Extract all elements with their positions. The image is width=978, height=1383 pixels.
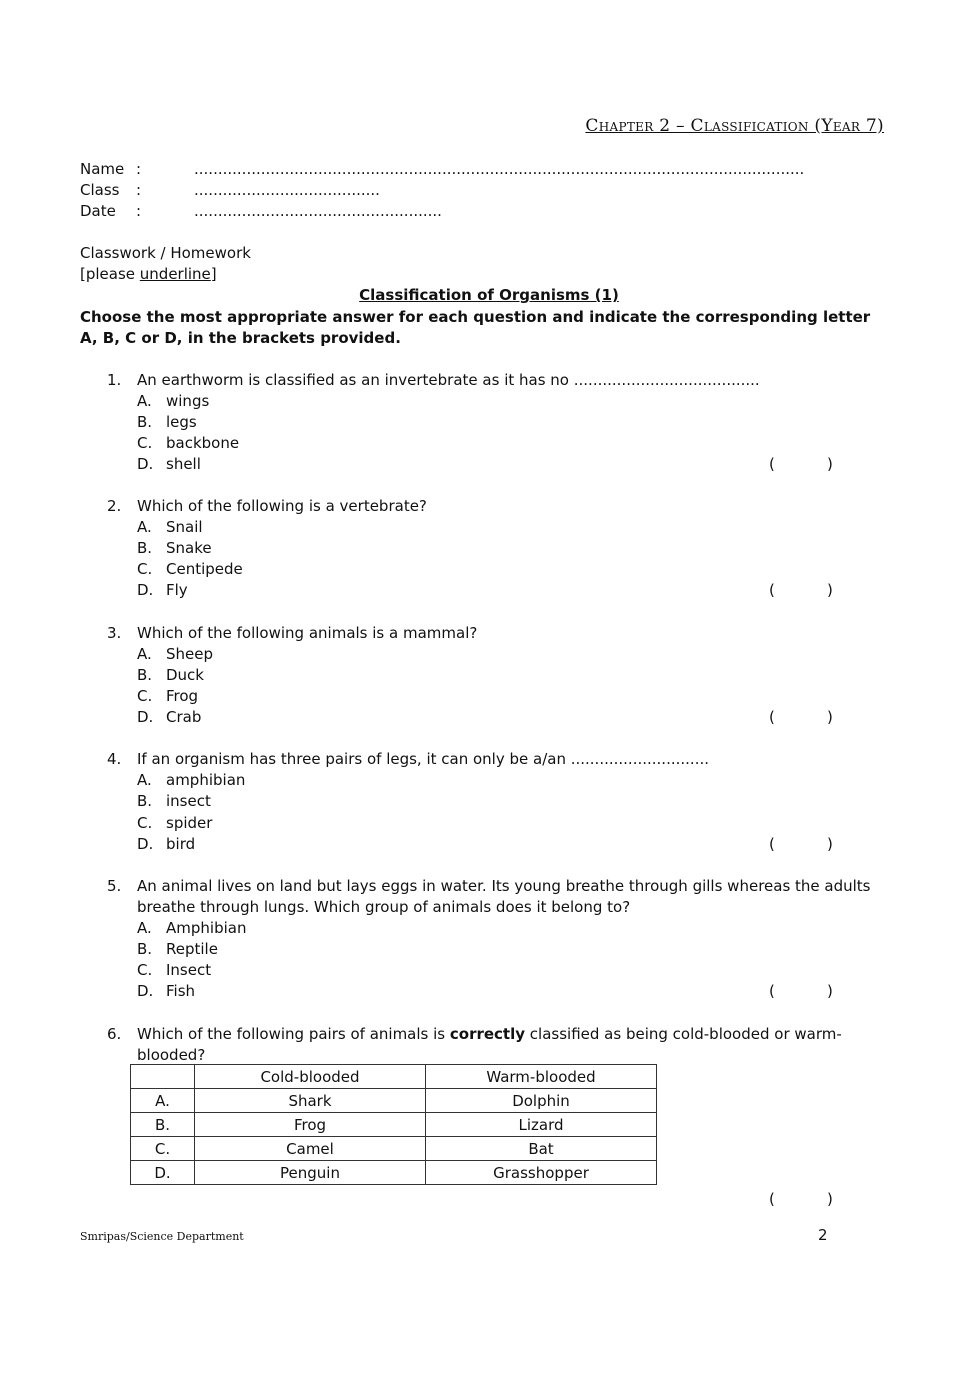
- footer-department: Smripas/Science Department: [80, 1230, 244, 1243]
- question-text: blooded?: [137, 1046, 206, 1064]
- name-field[interactable]: ................................................................................................................................: [194, 160, 805, 178]
- option-text: Amphibian: [166, 919, 247, 937]
- question-text: [137, 1025, 842, 1043]
- option-letter: B.: [137, 539, 153, 557]
- instructions: Choose the most appropriate answer for each question and indicate the corresponding letter A, B, C or D, in the brackets provided.: [80, 308, 871, 347]
- option-letter: D.: [137, 581, 154, 599]
- bracket-open: (: [769, 982, 775, 1000]
- classwork-homework: Classwork / Homework: [80, 244, 251, 262]
- bracket-open: (: [769, 455, 775, 473]
- answer-bracket-3[interactable]: [769, 708, 835, 726]
- table-cell: C.: [131, 1137, 195, 1161]
- table-row: [131, 1089, 657, 1113]
- option-letter: A.: [137, 392, 152, 410]
- option-text: Insect: [166, 961, 212, 979]
- bracket-open: (: [769, 1190, 775, 1208]
- option-letter: A.: [137, 771, 152, 789]
- bracket-open: (: [769, 708, 775, 726]
- option-letter: A.: [137, 919, 152, 937]
- option-letter: B.: [137, 413, 153, 431]
- field-colon: :: [136, 181, 142, 199]
- answer-bracket-5[interactable]: [769, 982, 835, 1000]
- table-cell: Camel: [195, 1137, 426, 1161]
- question-text-part: Which of the following pairs of animals is: [137, 1025, 450, 1043]
- answer-bracket-4[interactable]: [769, 835, 835, 853]
- option-letter: B.: [137, 792, 153, 810]
- option-letter: D.: [137, 835, 154, 853]
- table-cell: A.: [131, 1089, 195, 1113]
- option-text: Fly: [166, 581, 188, 599]
- option-letter: C.: [137, 560, 153, 578]
- question-number: 2.: [107, 497, 122, 515]
- option-letter: C.: [137, 961, 153, 979]
- option-letter: D.: [137, 708, 154, 726]
- class-field[interactable]: .......................................: [194, 181, 380, 199]
- bracket-close: ): [827, 708, 833, 726]
- question-emphasis: correctly: [449, 1025, 526, 1043]
- option-text: Duck: [166, 666, 204, 684]
- table-header-cell: [131, 1065, 195, 1089]
- question-number: 6.: [107, 1025, 122, 1043]
- answer-bracket-2[interactable]: [769, 581, 835, 599]
- field-colon: :: [136, 202, 142, 220]
- underline-note: [80, 265, 217, 283]
- underline-note-prefix: [please: [80, 265, 140, 283]
- option-letter: C.: [137, 687, 153, 705]
- option-text: Snail: [166, 518, 203, 536]
- table-cell: Dolphin: [426, 1089, 657, 1113]
- question-text: An animal lives on land but lays eggs in water. Its young breathe through gills whereas the adults: [137, 877, 871, 895]
- question-text: If an organism has three pairs of legs, it can only be a/an .............................: [137, 750, 709, 768]
- option-text: Fish: [166, 982, 196, 1000]
- table-row: [131, 1113, 657, 1137]
- question-text: Which of the following animals is a mammal?: [137, 624, 478, 642]
- option-text: Snake: [166, 539, 212, 557]
- option-letter: A.: [137, 645, 152, 663]
- question-text: An earthworm is classified as an invertebrate as it has no .......................................: [137, 371, 760, 389]
- option-letter: A.: [137, 518, 152, 536]
- option-text: insect: [166, 792, 211, 810]
- table-row: [131, 1137, 657, 1161]
- option-letter: D.: [137, 455, 154, 473]
- page-number: 2: [818, 1226, 828, 1244]
- table-header-row: [131, 1065, 657, 1089]
- option-text: Centipede: [166, 560, 243, 578]
- bracket-close: ): [827, 835, 833, 853]
- option-text: wings: [166, 392, 210, 410]
- question-text: breathe through lungs. Which group of animals does it belong to?: [137, 898, 631, 916]
- question-number: 4.: [107, 750, 122, 768]
- question-number: 5.: [107, 877, 122, 895]
- bracket-close: ): [827, 1190, 833, 1208]
- field-colon: :: [136, 160, 142, 178]
- option-text: Sheep: [166, 645, 214, 663]
- option-letter: B.: [137, 666, 153, 684]
- option-letter: C.: [137, 434, 153, 452]
- table-cell: Shark: [195, 1089, 426, 1113]
- table-cell: D.: [131, 1161, 195, 1185]
- table-header-cell: Cold-blooded: [195, 1065, 426, 1089]
- table-cell: Penguin: [195, 1161, 426, 1185]
- question-number: 1.: [107, 371, 122, 389]
- underline-word: underline: [139, 265, 211, 283]
- question-number: 3.: [107, 624, 122, 642]
- bracket-open: (: [769, 835, 775, 853]
- answer-bracket-6[interactable]: [769, 1190, 835, 1208]
- worksheet-title: Classification of Organisms (1): [359, 286, 619, 304]
- option-text: Reptile: [166, 940, 218, 958]
- option-text: backbone: [166, 434, 240, 452]
- table-cell: Grasshopper: [426, 1161, 657, 1185]
- date-field[interactable]: ....................................................: [194, 202, 442, 220]
- bracket-close: ): [827, 982, 833, 1000]
- option-text: Crab: [166, 708, 202, 726]
- table-row: [131, 1161, 657, 1185]
- option-letter: D.: [137, 982, 154, 1000]
- question-text: Which of the following is a vertebrate?: [137, 497, 427, 515]
- field-label-date: Date: [80, 202, 116, 220]
- option-text: Frog: [166, 687, 199, 705]
- bracket-close: ): [827, 581, 833, 599]
- option-text: legs: [166, 413, 197, 431]
- bracket-close: ): [827, 455, 833, 473]
- table-cell: Lizard: [426, 1113, 657, 1137]
- option-text: shell: [166, 455, 201, 473]
- table-cell: B.: [131, 1113, 195, 1137]
- option-letter: B.: [137, 940, 153, 958]
- table-cell: Frog: [195, 1113, 426, 1137]
- underline-note-suffix: ]: [210, 265, 217, 283]
- field-label-class: Class: [80, 181, 120, 199]
- field-label-name: Name: [80, 160, 125, 178]
- chapter-heading: Chapter 2 – Classification (Year 7): [585, 116, 884, 136]
- answer-bracket-1[interactable]: [769, 455, 835, 473]
- classification-table: [130, 1064, 657, 1185]
- table-header-cell: Warm-blooded: [426, 1065, 657, 1089]
- bracket-open: (: [769, 581, 775, 599]
- option-text: amphibian: [166, 771, 246, 789]
- option-letter: C.: [137, 814, 153, 832]
- table-cell: Bat: [426, 1137, 657, 1161]
- option-text: bird: [166, 835, 196, 853]
- question-text-part: classified as being cold-blooded or warm-: [525, 1025, 842, 1043]
- option-text: spider: [166, 814, 213, 832]
